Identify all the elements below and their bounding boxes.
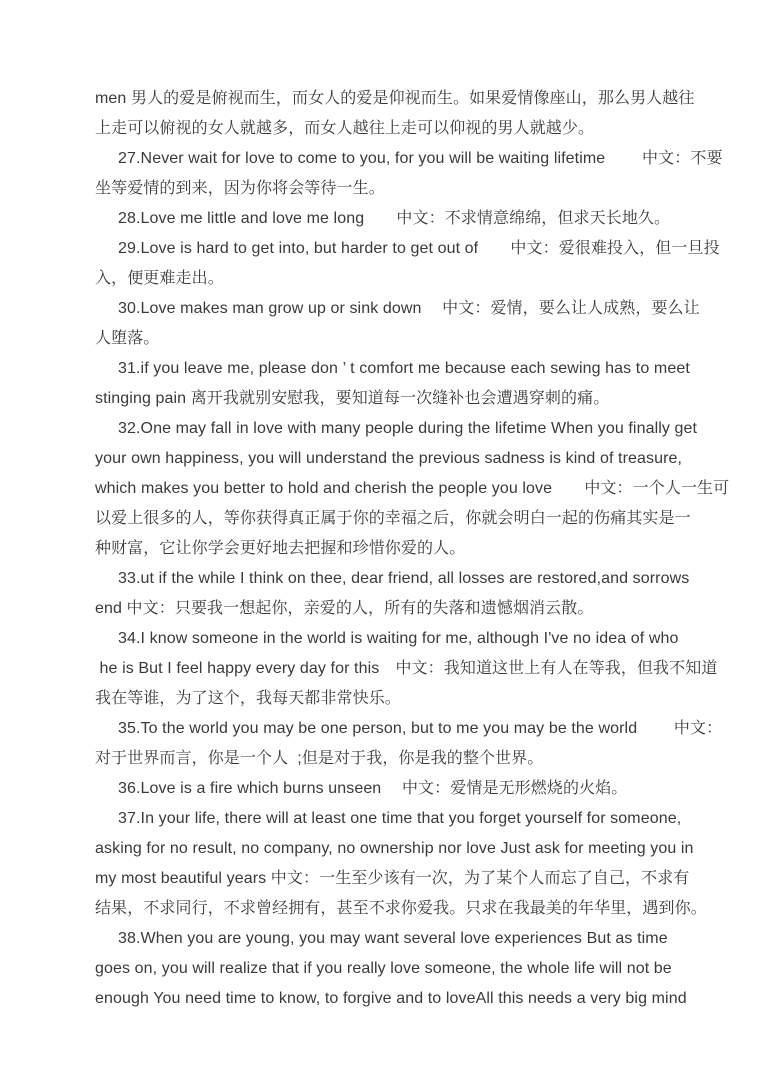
text-line: he is But I feel happy every day for this 中文：我知道这世上有人在等我，但我不知道 — [95, 660, 718, 677]
text-line: 33.ut if the while I think on thee, dear friend, all losses are restored,and sorrows — [118, 570, 690, 587]
text-line: 对于世界而言，你是一个人 ;但是对于我，你是我的整个世界。 — [95, 750, 544, 767]
text-line: asking for no result, no company, no ownership nor love Just ask for meeting you in — [95, 840, 694, 857]
text-line: goes on, you will realize that if you really love someone, the whole life will not be — [95, 960, 672, 977]
text-line: 32.One may fall in love with many people during the lifetime When you finally get — [118, 420, 698, 437]
text-line: 坐等爱情的到来，因为你将会等待一生。 — [95, 180, 385, 197]
text-line: 36.Love is a fire which burns unseen 中文：爱情是无形燃烧的火焰。 — [118, 780, 628, 797]
text-line: 31.if you leave me, please don ’ t comfort me because each sewing has to meet — [118, 360, 690, 377]
text-line: which makes you better to hold and cherish the people you love 中文：一个人一生可 — [95, 480, 730, 497]
text-line: 29.Love is hard to get into, but harder to get out of 中文：爱很难投入，但一旦投 — [118, 240, 720, 257]
text-line: 27.Never wait for love to come to you, for you will be waiting lifetime 中文：不要 — [118, 150, 723, 167]
text-line: 34.I know someone in the world is waiting for me, although I've no idea of who — [118, 630, 679, 647]
text-body — [95, 84, 730, 1014]
text-line: stinging pain 离开我就别安慰我，要知道每一次缝补也会遭遇穿刺的痛。 — [95, 390, 610, 407]
text-line: 30.Love makes man grow up or sink down 中文：爱情，要么让人成熟，要么让 — [118, 300, 700, 317]
text-line: 38.When you are young, you may want several love experiences But as time — [118, 930, 668, 947]
text-line: 结果，不求同行，不求曾经拥有，甚至不求你爱我。只求在我最美的年华里，遇到你。 — [95, 900, 707, 917]
text-line: 种财富，它让你学会更好地去把握和珍惜你爱的人。 — [95, 540, 466, 557]
text-line: my most beautiful years 中文：一生至少该有一次，为了某个人而忘了自己，不求有 — [95, 870, 690, 887]
text-line: enough You need time to know, to forgive and to loveAll this needs a very big mind — [95, 990, 687, 1007]
text-line: 我在等谁，为了这个，我每天都非常快乐。 — [95, 690, 401, 707]
text-line: 以爱上很多的人，等你获得真正属于你的幸福之后，你就会明白一起的伤痛其实是一 — [95, 510, 691, 527]
text-line: 人堕落。 — [95, 330, 160, 347]
text-line: end 中文：只要我一想起你，亲爱的人，所有的失落和遗憾烟消云散。 — [95, 600, 594, 617]
text-line: 35.To the world you may be one person, but to me you may be the world 中文： — [118, 720, 723, 737]
text-line: 37.In your life, there will at least one time that you forget yourself for someone, — [118, 810, 682, 827]
text-line: 28.Love me little and love me long 中文：不求情意绵绵，但求天长地久。 — [118, 210, 671, 227]
text-line: your own happiness, you will understand the previous sadness is kind of treasure, — [95, 450, 683, 467]
text-line: 上走可以俯视的女人就越多，而女人越往上走可以仰视的男人就越少。 — [95, 120, 595, 137]
text-line: men 男人的爱是俯视而生，而女人的爱是仰视而生。如果爱情像座山，那么男人越往 — [95, 90, 695, 107]
text-line: 入，便更难走出。 — [95, 270, 224, 287]
